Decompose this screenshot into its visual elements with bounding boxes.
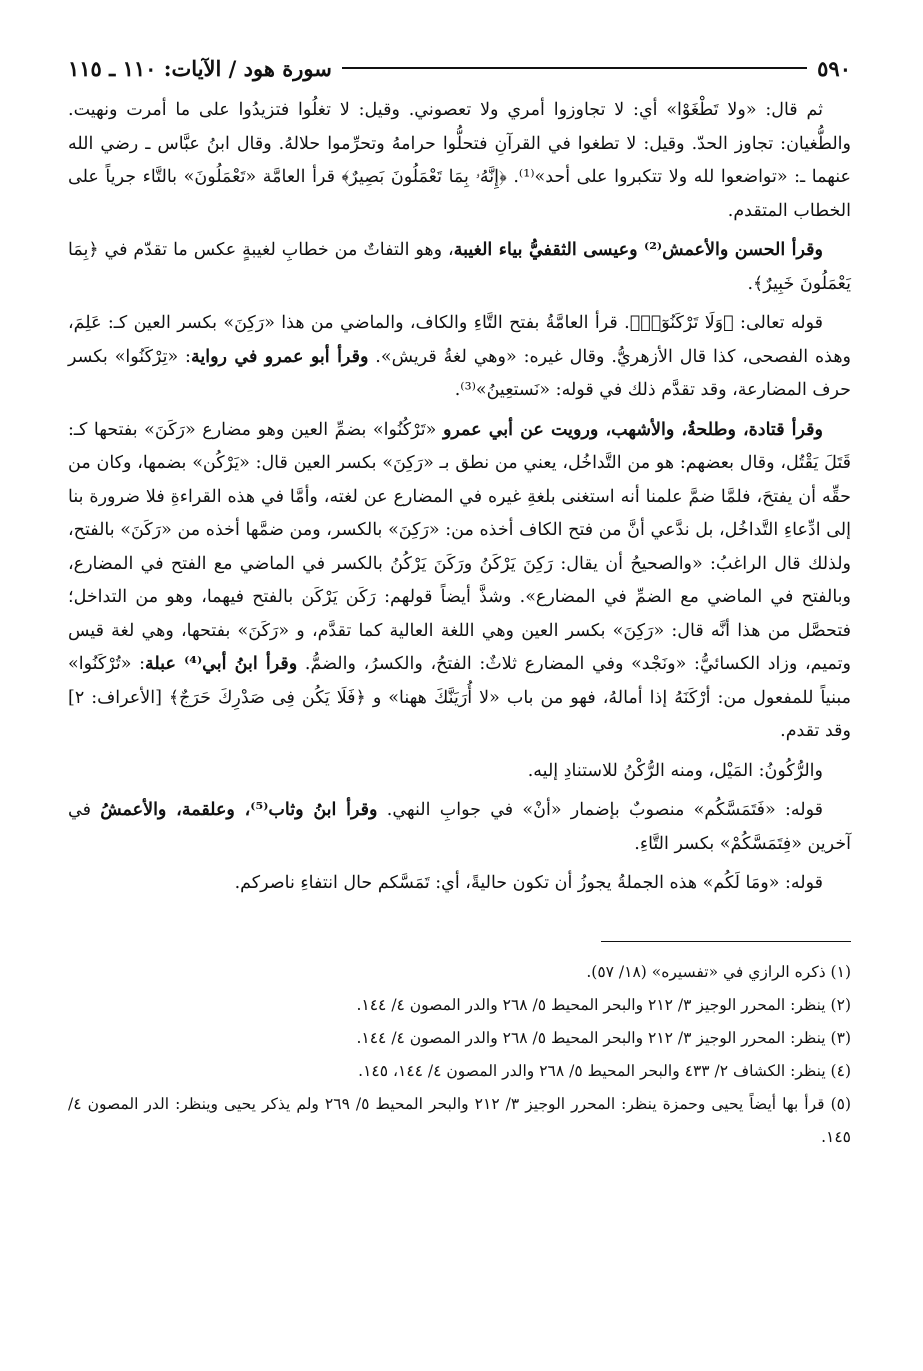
text-segment: : «تُرْكَنُوا» مبنياً للمفعول من: أرْكَنَهُ إذا أمالهُ، فهو من باب «لا أُرَيَنَّكَ ههنا» و ﴿فَلَا يَكُن فِى صَدْرِكَ حَرَجٌ﴾ [الأعراف: ٢] وقد تقدم. <box>68 654 851 741</box>
text-segment: والرُّكُونُ: المَيْل، ومنه الرُّكْنُ للاستنادِ إليه. <box>527 760 823 781</box>
text-segment: قوله: «فَتَمَسَّكُم» منصوبٌ بإضمار «أنْ» في جوابِ النهي. <box>377 800 824 820</box>
footnote-separator <box>601 941 851 942</box>
text-segment: «تَرْكُنُوا» بضمِّ العين وهو مضارع «رَكَنَ» بفتحها كـ: قَتَلَ يَقْتُل، وقال بعضهم: هو من التَّداخُل، يعني من نطق بـ «رَكِنَ» بكسر العين قال: «يَرْكُن» بضمها، وكان من حقِّه أن يفتحَ، فلمَّا ضمَّ علمنا أنه استغنى بلغةِ غيره في المضارع عن لغته، وأمَّا في هذه القراءةِ فلا ضرورة بنا إلى ادِّعاءِ التَّداخُل، بل ندَّعي أنَّ من فتح الكاف أخذه من: «رَكِنَ» بالكسر، ومن ضمَّها أخذه من «رَكَنَ» بالفتح، ولذلك قال الراغبُ: «والصحيحُ أن يقال: رَكِنَ يَرْكَنُ ورَكَنَ يَرْكُنُ بالكسر في الماضي مع الفتح في المضارع، وبالفتح في الماضي مع الضمِّ في المضارع». وشذَّ أيضاً قولهم: رَكَن يَرْكَن بالفتح فيهما، وهو من التداخل؛ فتحصَّل من هذا أنَّه قال: «رَكِنَ» بكسر العين وهي اللغة العالية كما تقدَّم، و «رَكَنَ» بفتحها، وهي لغة قيس وتميم، وزاد الكسائيُّ: «ونَجْد» وفي المضارع ثلاثٌ: الفتحُ، والكسرُ، والضمُّ. <box>68 419 851 674</box>
text-segment: ، وهو التفاتٌ من خطابِ لغيبةٍ عكس ما تقدّم في ﴿بِمَا يَعْمَلُونَ خَبِيرٌ﴾. <box>68 240 851 294</box>
document-page <box>68 52 851 1154</box>
footnote: (٤) ينظر: الكشاف ٢/ ٤٣٣ والبحر المحيط ٥/ ٢٦٨ والدر المصون ٤/ ١٤٤، ١٤٥. <box>358 1061 851 1080</box>
text-segment: : «تِرْكَنُوا» بكسر حرف المضارعة، وقد تقدَّم ذلك في قوله: «نَستعِينُ»⁽³⁾. <box>68 346 851 400</box>
paragraph <box>68 414 851 749</box>
footnote: (١) ذكره الرازي في «تفسيره» (١٨/ ٥٧). <box>586 962 851 981</box>
paragraph <box>68 794 851 861</box>
text-segment: قوله تعالى: ﴿وَلَا تَرْكَنُوٓا۟﴾. قرأ العامَّةُ بفتح التَّاءِ والكاف، والماضي من هذا «رَكِنَ» بكسر العين كـ: عَلِمَ، وهذه الفصحى، كذا قال الأزهريُّ. وقال غيره: «وهي لغةُ قريش». <box>68 313 851 367</box>
bold-text-segment: وقرأ قتادة، وطلحةُ، والأشهب، ورويت عن أبي عمرو <box>442 419 823 440</box>
bold-text-segment: وقرأ ابنُ وثاب⁽⁵⁾، وعلقمة، والأعمشُ <box>100 800 378 820</box>
footnote: (٢) ينظر: المحرر الوجيز ٣/ ٢١٢ والبحر المحيط ٥/ ٢٦٨ والدر المصون ٤/ ١٤٤. <box>356 995 851 1014</box>
page-number: ٥٩٠ <box>817 55 851 81</box>
footnote: (٥) قرأ بها أيضاً يحيى وحمزة ينظر: المحرر الوجيز ٣/ ٢١٢ والبحر المحيط ٥/ ٢٦٩ ولم يذكر يحيى وينظر: الدر المصون ٤/ ١٤٥. <box>68 1094 852 1146</box>
running-title: سورة هود / الآيات: ١١٠ ـ ١١٥ <box>68 55 332 81</box>
paragraph <box>68 234 851 301</box>
bold-text-segment: وقرأ ابنُ أبي⁽⁴⁾ عبلة <box>145 654 298 674</box>
bold-text-segment: وقرأ الحسن والأعمش⁽²⁾ وعيسى الثقفيُّ بياء الغيبة <box>453 240 823 260</box>
page-header <box>68 52 851 84</box>
text-segment: في آخرين «فِتَمَسَّكُمْ» بكسر التَّاءِ. <box>68 800 851 854</box>
header-rule <box>342 67 807 69</box>
paragraph <box>68 867 851 901</box>
paragraph <box>68 755 851 789</box>
footnote: (٣) ينظر: المحرر الوجيز ٣/ ٢١٢ والبحر المحيط ٥/ ٢٦٨ والدر المصون ٤/ ١٤٤. <box>356 1028 851 1047</box>
bold-text-segment: وقرأ أبو عمرو في رواية <box>190 346 369 367</box>
paragraph <box>68 307 851 408</box>
body-text <box>68 94 851 901</box>
footnotes <box>68 956 851 1154</box>
text-segment: قوله: «ومَا لَكُم» هذه الجملةُ يجوزُ أن تكون حاليةً، أي: تَمَسَّكم حال انتفاءِ ناصركم. <box>234 873 823 893</box>
text-segment: ثم قال: «ولا تَطْغَوْا» أي: لا تجاوزوا أمري ولا تعصوني. وقيل: لا تغلُوا فتزيدُوا على ما أمرت ونهيت. والطُّغيان: تجاوز الحدّ. وقيل: لا تطغوا في القرآنِ فتحلُّوا حرامهُ وتحرِّموا حلالهُ. وقال ابنُ عبَّاس ـ رضي الله عنهما ـ: «تواضعوا لله ولا تتكبروا على أحد»⁽¹⁾. ﴿إِنَّهُۥ بِمَا تَعْمَلُونَ بَصِيرٌ﴾ قرأ العامَّة «تَعْمَلُونَ» بالتَّاء جرياً على الخطاب المتقدم. <box>68 100 851 221</box>
paragraph <box>68 94 851 228</box>
